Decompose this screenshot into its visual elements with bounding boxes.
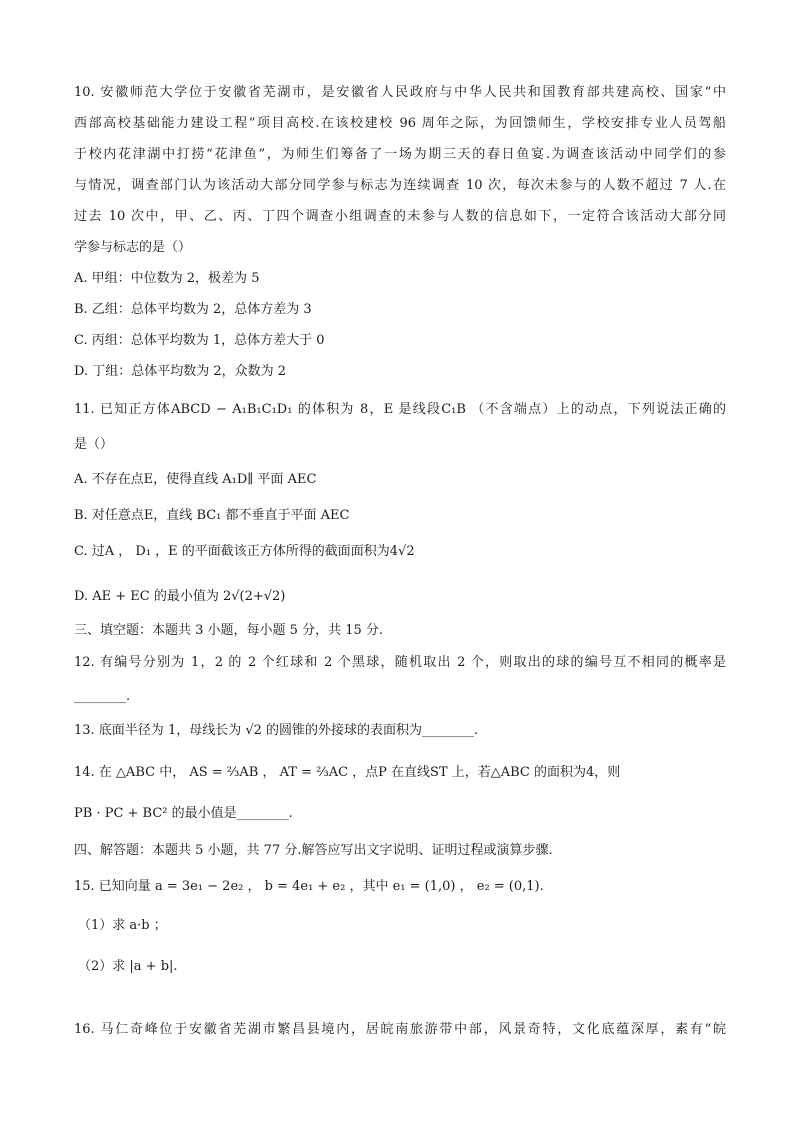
- q14-line-2: PB · PC + BC² 的最小值是________.: [74, 806, 293, 821]
- q10-option-d: D. 丁组：总体平均数为 2，众数为 2: [74, 364, 287, 379]
- q12-line-2: ________.: [74, 689, 131, 704]
- q10-option-b: B. 乙组：总体平均数为 2，总体方差为 3: [74, 302, 312, 317]
- q10-line-1: 10. 安徽师范大学位于安徽省芜湖市，是安徽省人民政府与中华人民共和国教育部共建高校、国家“中: [74, 85, 726, 100]
- q11-option-d: D. AE + EC 的最小值为 2√(2+√2): [74, 589, 286, 604]
- q12-line-1: 12. 有编号分别为 1，2 的 2 个红球和 2 个黑球，随机取出 2 个，则取出的球的编号互不相同的概率是: [74, 655, 726, 670]
- q11-option-b: B. 对任意点E，直线 BC₁ 都不垂直于平面 AEC: [74, 508, 350, 523]
- q11-option-a: A. 不存在点E，使得直线 A₁D∥ 平面 AEC: [74, 472, 317, 487]
- q11-option-c: C. 过A ， D₁ ，E 的平面截该正方体所得的截面面积为4√2: [74, 544, 415, 559]
- q10-line-4: 与情况，调查部门认为该活动大部分同学参与标志为连续调查 10 次，每次未参与的人数不超过 7 人.在: [74, 178, 726, 193]
- q15-sub-1: （1）求 a·b ；: [78, 918, 167, 933]
- q15-sub-2: （2）求 |a + b|.: [78, 959, 178, 974]
- q10-line-6: 学参与标志的是（）: [74, 240, 192, 255]
- q10-line-5: 过去 10 次中，甲、乙、丙、丁四个调查小组调查的未参与人数的信息如下，一定符合该活动大部分同: [74, 209, 726, 224]
- q10-line-2: 西部高校基础能力建设工程”项目高校.在该校建校 96 周年之际，为回馈师生，学校安排专业人员驾船: [74, 116, 726, 131]
- q15-line-1: 15. 已知向量 a = 3e₁ − 2e₂ ， b = 4e₁ + e₂ ，其中 e₁ = (1,0) ， e₂ = (0,1).: [74, 879, 544, 894]
- section-4-heading: 四、解答题：本题共 5 小题，共 77 分.解答应写出文字说明、证明过程或演算步骤.: [74, 843, 553, 858]
- q11-line-2: 是（）: [74, 437, 114, 452]
- section-3-heading: 三、填空题：本题共 3 小题，每小题 5 分，共 15 分.: [74, 623, 384, 638]
- q16-line-1: 16. 马仁奇峰位于安徽省芜湖市繁昌县境内，居皖南旅游带中部，风景奇特，文化底蕴深厚，素有“皖: [74, 1022, 726, 1037]
- q10-option-c: C. 丙组：总体平均数为 1，总体方差大于 0: [74, 333, 325, 348]
- q11-line-1: 11. 已知正方体ABCD − A₁B₁C₁D₁ 的体积为 8，E 是线段C₁B （不含端点）上的动点，下列说法正确的: [74, 402, 726, 417]
- q10-option-a: A. 甲组：中位数为 2，极差为 5: [74, 271, 260, 286]
- q10-line-3: 于校内花津湖中打捞“花津鱼”，为师生们筹备了一场为期三天的春日鱼宴.为调查该活动中同学们的参: [74, 147, 726, 162]
- q14-line-1: 14. 在 △ABC 中， AS = ⅔AB ， AT = ⅔AC ，点P 在直线ST 上，若△ABC 的面积为4，则: [74, 765, 621, 780]
- q13-text: 13. 底面半径为 1，母线长为 √2 的圆锥的外接球的表面积为________.: [74, 723, 479, 738]
